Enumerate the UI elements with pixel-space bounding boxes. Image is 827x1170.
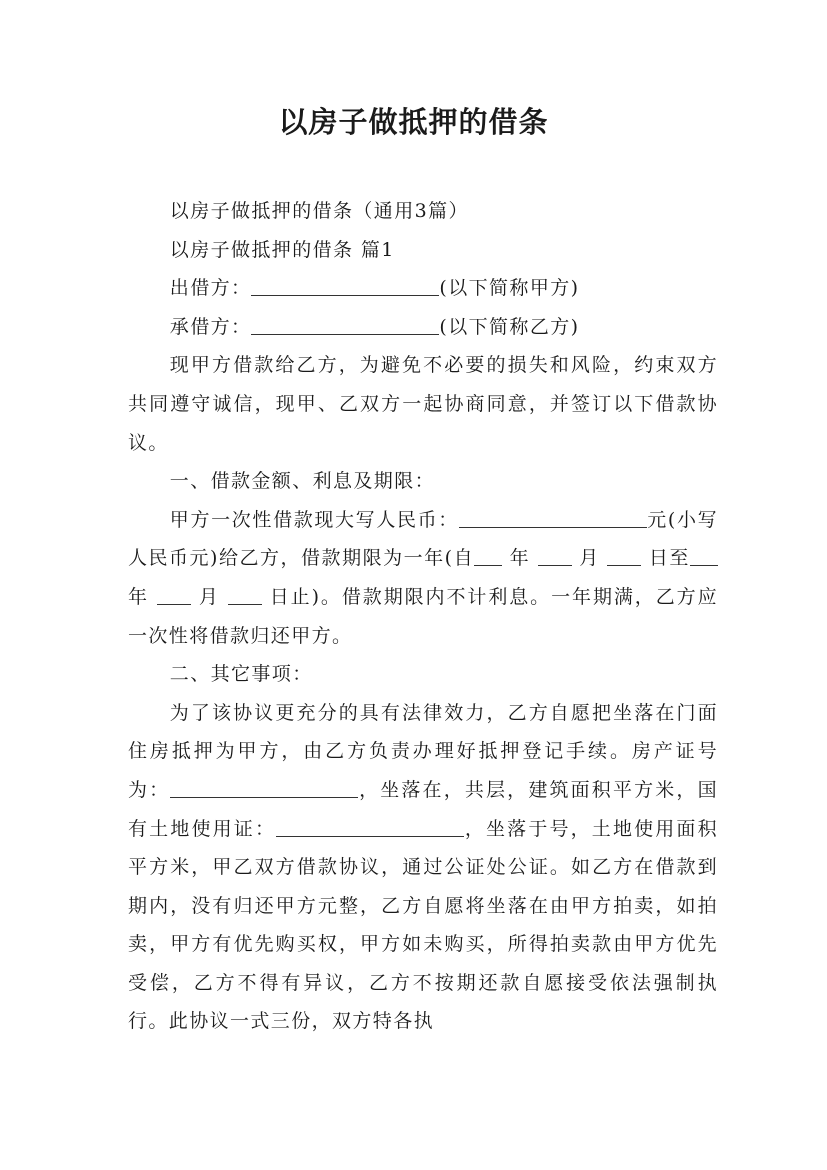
clause2-text-c: ，坐落于号，土地使用面积平方米，甲乙双方借款协议，通过公证处公证。如乙方在借款到期内，没有归还甲方元整，乙方自愿将坐落在由甲方拍卖，如拍卖，甲方有优先购买权，甲方如未购买，所得拍卖款由甲方优先受偿，乙方不得有异议，乙方不按期还款自愿接受依法强制执行。此协议一式三份，双方特各执 [128, 817, 718, 1033]
borrower-label: 承借方： [169, 315, 252, 338]
amount-blank [459, 507, 647, 528]
section-heading: 以房子做抵押的借条 篇1 [169, 238, 395, 261]
land-cert-blank [276, 816, 464, 837]
end-month-blank [157, 584, 191, 605]
end-month-label: 月 [198, 585, 220, 608]
clause2-text-a: 为了该协议更充分的具有法律效力，乙方自愿把坐落在门面住房抵押为甲方，由乙方负责办理好抵押登记手续。房产证号为： [128, 701, 718, 801]
lender-label: 出借方： [169, 277, 252, 300]
start-day-to-label: 日至 [648, 547, 690, 570]
end-year-blank [690, 545, 718, 566]
clause2-paragraph [128, 694, 718, 1041]
lender-line [128, 269, 718, 308]
borrower-blank [251, 314, 439, 335]
clause1-heading: 一、借款金额、利息及期限： [169, 470, 435, 493]
clause1-text-a: 甲方一次性借款现大写人民币： [169, 508, 459, 531]
start-day-blank [607, 545, 641, 566]
start-month-blank [538, 545, 572, 566]
start-year-label: 年 [509, 547, 531, 570]
intro-paragraph: 现甲方借款给乙方，为避免不必要的损失和风险，约束双方共同遵守诚信，现甲、乙双方一起协商同意，并签订以下借款协议。 [128, 354, 718, 454]
start-month-label: 月 [579, 547, 600, 570]
document-body [128, 192, 718, 1041]
lender-suffix: (以下简称甲方) [439, 277, 580, 300]
end-day-blank [228, 584, 262, 605]
property-cert-blank [170, 777, 358, 798]
clause1-text-c: 日止)。借款期限内不计利息。一年期满，乙方应一次性将借款归还甲方。 [128, 585, 718, 647]
document-title: 以房子做抵押的借条 [278, 105, 549, 139]
borrower-line [128, 308, 718, 347]
end-year-label: 年 [128, 585, 149, 608]
clause1-paragraph [128, 501, 718, 655]
clause2-heading: 二、其它事项： [169, 663, 313, 686]
borrower-suffix: (以下简称乙方) [439, 315, 580, 338]
document-subtitle: 以房子做抵押的借条（通用3篇） [169, 200, 469, 222]
clause1-text-b: 元(小写人民币元)给乙方，借款期限为一年(自 [128, 508, 718, 570]
lender-blank [251, 275, 439, 296]
clause2-text-b: ，坐落在，共层，建筑面积平方米，国有土地使用证： [128, 778, 718, 840]
start-year-blank [474, 545, 502, 566]
